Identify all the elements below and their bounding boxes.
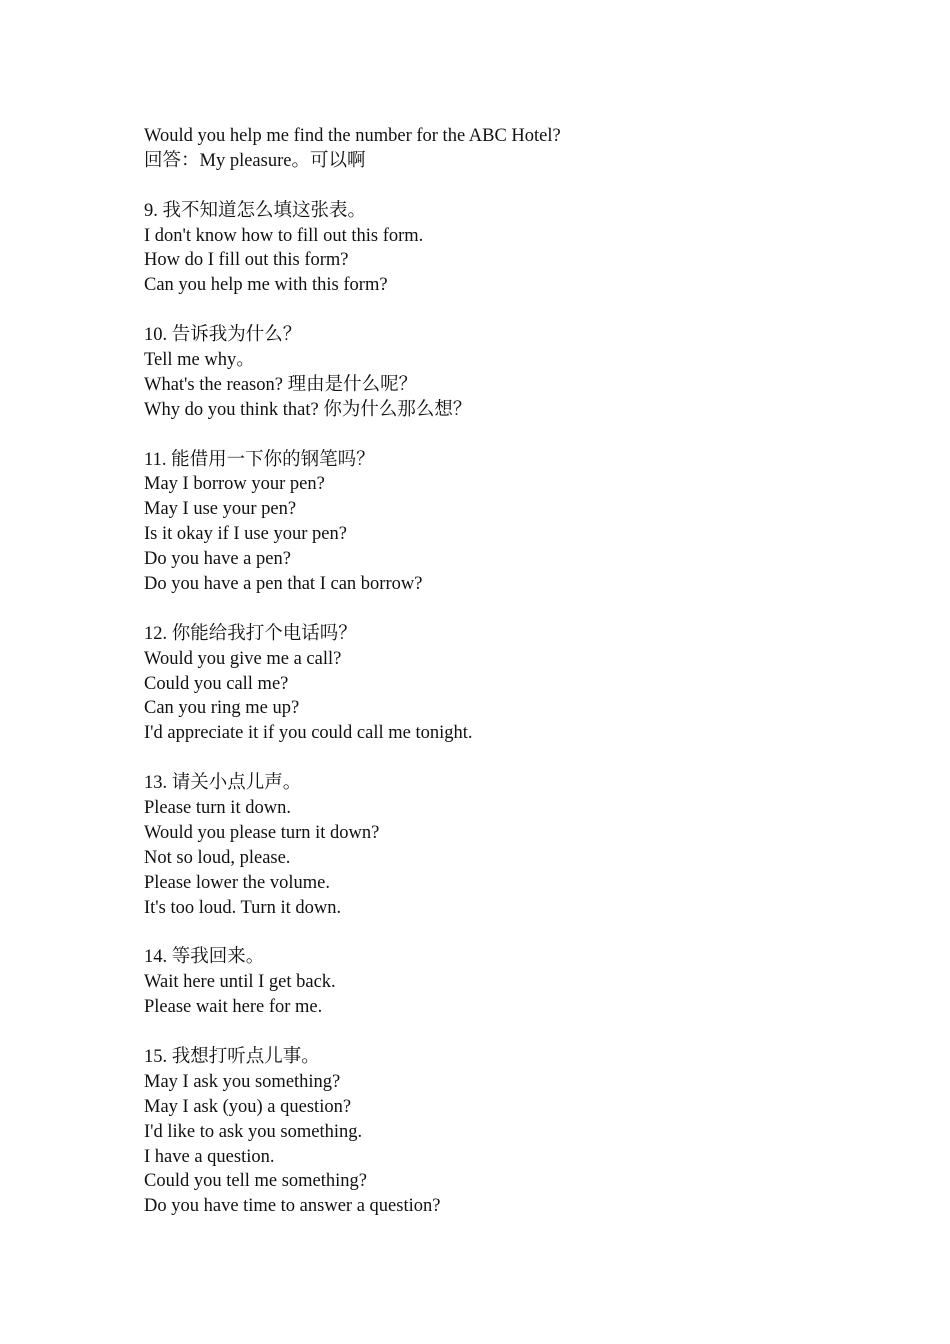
phrase-line: Why do you think that? 你为什么那么想？ <box>144 399 472 420</box>
blank-line <box>144 174 864 199</box>
document-page <box>144 124 864 1219</box>
phrase-line: May I ask (you) a question? <box>144 1096 352 1117</box>
phrase-line: Do you have a pen that I can borrow? <box>144 574 423 595</box>
section-heading: 11. 能借用一下你的钢笔吗？ <box>144 449 375 470</box>
phrase-line: I don't know how to fill out this form. <box>144 225 424 246</box>
phrase-line: Can you ring me up? <box>144 698 300 719</box>
phrase-line: Do you have time to answer a question? <box>144 1196 441 1217</box>
phrase-line: It's too loud. Turn it down. <box>144 897 342 918</box>
phrase-line: Wait here until I get back. <box>144 972 336 993</box>
section-heading: 12. 你能给我打个电话吗？ <box>144 623 357 644</box>
phrase-line: Would you give me a call? <box>144 648 342 669</box>
phrase-line: Would you please turn it down? <box>144 822 380 843</box>
blank-line <box>144 746 864 771</box>
phrase-line: May I borrow your pen? <box>144 474 325 495</box>
phrase-line: May I ask you something? <box>144 1071 341 1092</box>
blank-line <box>144 597 864 622</box>
blank-line <box>144 298 864 323</box>
blank-line <box>144 423 864 448</box>
phrase-line: I'd like to ask you something. <box>144 1121 363 1142</box>
phrase-line: I have a question. <box>144 1146 275 1167</box>
phrase-line: Please turn it down. <box>144 798 291 819</box>
phrase-line: Please lower the volume. <box>144 872 330 893</box>
section-heading: 10. 告诉我为什么？ <box>144 325 302 346</box>
phrase-line: Can you help me with this form? <box>144 275 388 296</box>
phrase-line: How do I fill out this form? <box>144 250 349 271</box>
phrase-line: What's the reason? 理由是什么呢？ <box>144 374 418 395</box>
phrase-line: Please wait here for me. <box>144 997 323 1018</box>
phrase-line: Do you have a pen? <box>144 549 291 570</box>
phrase-line: Not so loud, please. <box>144 847 291 868</box>
intro-line: Would you help me find the number for the ABC Hotel? <box>144 126 561 146</box>
phrase-line: Tell me why。 <box>144 350 255 371</box>
phrase-line: Could you tell me something? <box>144 1171 368 1192</box>
blank-line <box>144 921 864 946</box>
section-heading: 14. 等我回来。 <box>144 947 265 968</box>
intro-answer-line: 回答：My pleasure。可以啊 <box>144 150 366 171</box>
phrase-line: Is it okay if I use your pen? <box>144 524 347 545</box>
phrase-line: I'd appreciate it if you could call me tonight. <box>144 723 473 744</box>
section-heading: 15. 我想打听点儿事。 <box>144 1046 320 1067</box>
blank-line <box>144 1020 864 1045</box>
section-heading: 9. 我不知道怎么填这张表。 <box>144 200 367 221</box>
phrase-line: Could you call me? <box>144 673 289 694</box>
section-heading: 13. 请关小点儿声。 <box>144 773 302 794</box>
phrase-line: May I use your pen? <box>144 499 297 520</box>
